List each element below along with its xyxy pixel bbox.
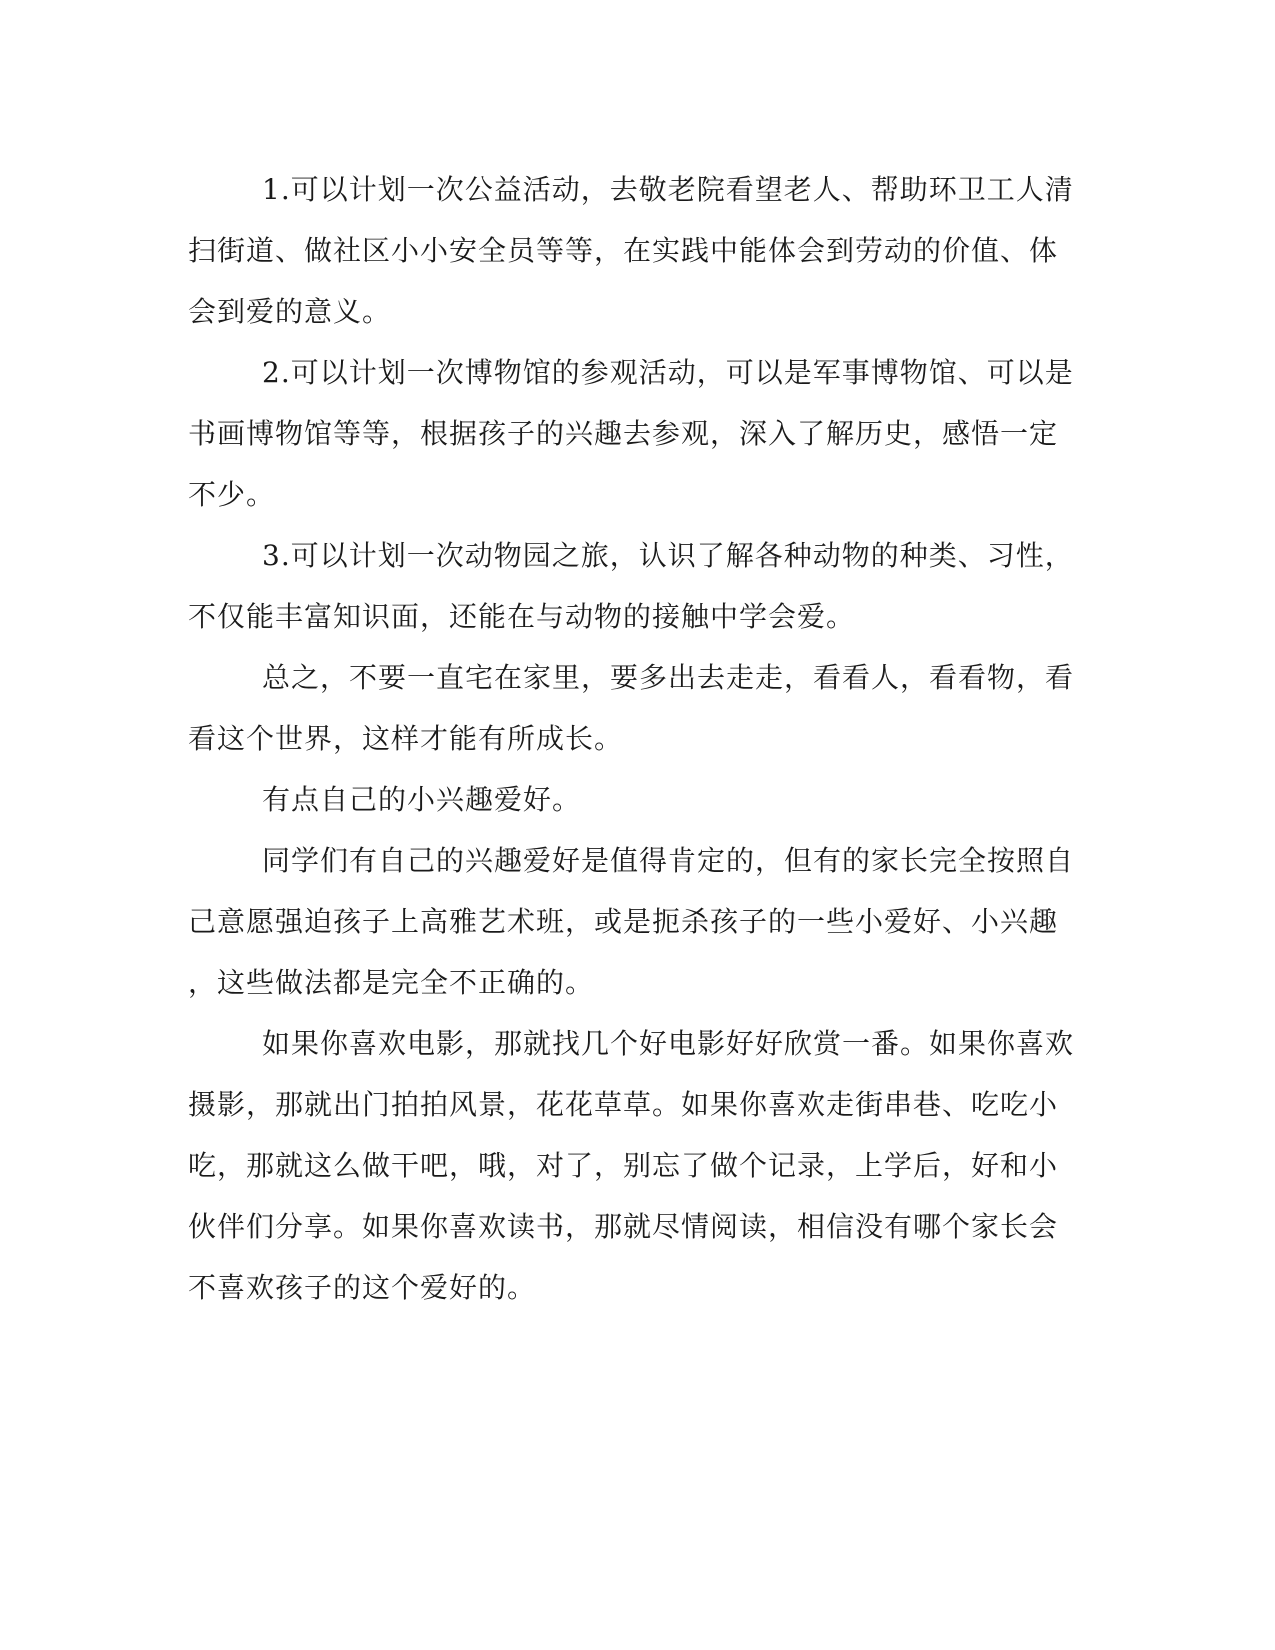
paragraph-hobbies-examples bbox=[188, 1013, 1073, 1318]
text-line: 3.可以计划一次动物园之旅，认识了解各种动物的种类、习性， bbox=[262, 539, 1074, 572]
text-line: ，这些做法都是完全不正确的。 bbox=[188, 966, 595, 999]
document-body bbox=[188, 159, 1073, 1318]
text-line: 不少。 bbox=[188, 478, 276, 511]
paragraph-item-1 bbox=[188, 159, 1073, 342]
text-line: 1.可以计划一次公益活动，去敬老院看望老人、帮助环卫工人清 bbox=[262, 173, 1074, 206]
text-line: 总之，不要一直宅在家里，要多出去走走，看看人，看看物，看 bbox=[262, 661, 1075, 694]
text-line: 伙伴们分享。如果你喜欢读书，那就尽情阅读，相信没有哪个家长会 bbox=[188, 1210, 1059, 1243]
paragraph-item-3 bbox=[188, 525, 1073, 647]
paragraph-summary bbox=[188, 647, 1073, 769]
text-line: 吃，那就这么做干吧，哦，对了，别忘了做个记录，上学后，好和小 bbox=[188, 1149, 1059, 1182]
text-line: 如果你喜欢电影，那就找几个好电影好好欣赏一番。如果你喜欢 bbox=[262, 1027, 1075, 1060]
text-line: 同学们有自己的兴趣爱好是值得肯定的，但有的家长完全按照自 bbox=[262, 844, 1075, 877]
paragraph-heading-hobbies bbox=[188, 769, 1073, 830]
text-line: 2.可以计划一次博物馆的参观活动，可以是军事博物馆、可以是 bbox=[262, 356, 1074, 389]
paragraph-item-2 bbox=[188, 342, 1073, 525]
paragraph-hobbies-intro bbox=[188, 830, 1073, 1013]
text-line: 扫街道、做社区小小安全员等等，在实践中能体会到劳动的价值、体 bbox=[188, 234, 1059, 267]
text-line: 有点自己的小兴趣爱好。 bbox=[262, 783, 582, 816]
text-line: 书画博物馆等等，根据孩子的兴趣去参观，深入了解历史，感悟一定 bbox=[188, 417, 1059, 450]
text-line: 会到爱的意义。 bbox=[188, 295, 392, 328]
text-line: 不喜欢孩子的这个爱好的。 bbox=[188, 1271, 537, 1304]
text-line: 不仅能丰富知识面，还能在与动物的接触中学会爱。 bbox=[188, 600, 856, 633]
text-line: 看这个世界，这样才能有所成长。 bbox=[188, 722, 624, 755]
text-line: 己意愿强迫孩子上高雅艺术班，或是扼杀孩子的一些小爱好、小兴趣 bbox=[188, 905, 1059, 938]
text-line: 摄影，那就出门拍拍风景，花花草草。如果你喜欢走街串巷、吃吃小 bbox=[188, 1088, 1059, 1121]
